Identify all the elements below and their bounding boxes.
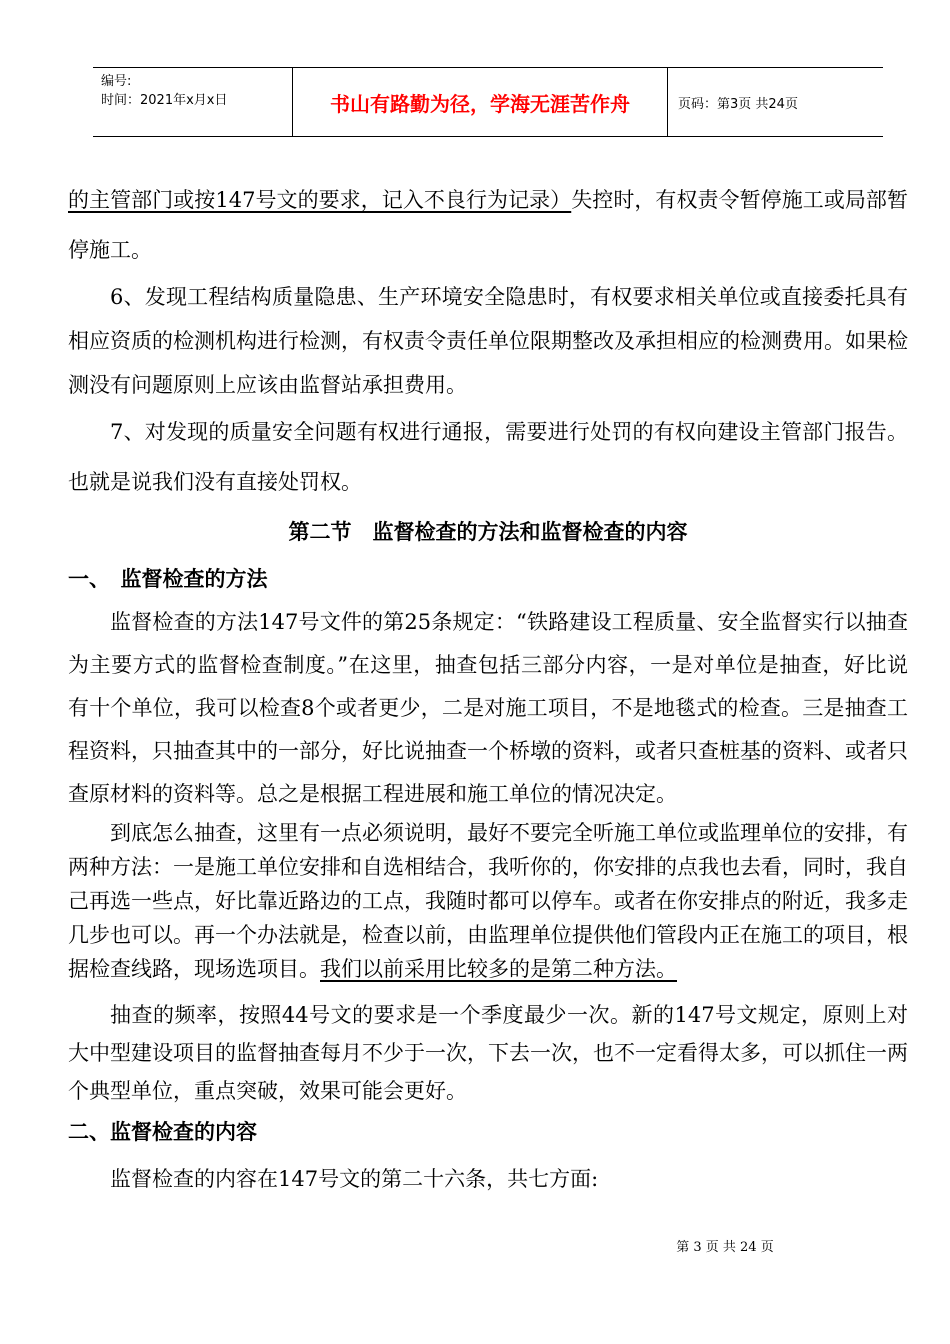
page-header xyxy=(93,67,883,137)
header-meta xyxy=(93,68,293,136)
paragraph-1-underlined: 的主管部门或按147号文的要求，记入不良行为记录） xyxy=(68,188,572,212)
paragraph-3: 7、对发现的质量安全问题有权进行通报，需要进行处罚的有权向建设主管部门报告。也就是说我们没有直接处罚权。 xyxy=(68,420,908,494)
code-label: 编号: xyxy=(101,74,132,89)
paragraph-4: 监督检查的方法147号文件的第25条规定：“铁路建设工程质量、安全监督实行以抽查为主要方式的监督检查制度。”在这里，抽查包括三部分内容，一是对单位是抽查，好比说有十个单位，我可以检查8个或者更少，二是对施工项目，不是地毯式的检查。三是抽查工程资料，只抽查其中的一部分，好比说抽查一个桥墩的资料，或者只查桩基的资料、或者只查原材料的资料等。总之是根据工程进展和施工单位的情况决定。 xyxy=(68,610,908,806)
header-page-info: 页码：第3页 共24页 xyxy=(678,96,798,112)
paragraph-1 xyxy=(68,175,908,275)
paragraph-6: 抽查的频率，按照44号文的要求是一个季度最少一次。新的147号文规定，原则上对大中型建设项目的监督抽查每月不少于一次，下去一次，也不一定看得太多，可以抓住一两个典型单位，重点突破，效果可能会更好。 xyxy=(68,1003,908,1103)
paragraph-1-rest: 失控时，有权责令暂停施工或局部暂停施工。 xyxy=(68,188,908,262)
section-title: 第二节 监督检查的方法和监督检查的内容 xyxy=(288,520,688,544)
heading-methods: 一、 监督检查的方法 xyxy=(68,567,268,591)
paragraph-5-underlined: 我们以前采用比较多的是第二种方法。 xyxy=(320,957,677,981)
paragraph-5-main: 到底怎么抽查，这里有一点必须说明，最好不要完全听施工单位或监理单位的安排，有两种方法：一是施工单位安排和自选相结合，我听你的，你安排的点我也去看，同时，我自己再选一些点，好比靠近路边的工点，我随时都可以停车。或者在你安排点的附近，我多走几步也可以。再一个办法就是，检查以前，由监理单位提供他们管段内正在施工的项目，根据检查线路，现场选项目。 xyxy=(68,821,908,981)
paragraph-2: 6、发现工程结构质量隐患、生产环境安全隐患时，有权要求相关单位或直接委托具有相应资质的检测机构进行检测，有权责令责任单位限期整改及承担相应的检测费用。如果检测没有问题原则上应该由监督站承担费用。 xyxy=(68,285,908,397)
paragraph-7: 监督检查的内容在147号文的第二十六条，共七方面: xyxy=(110,1167,599,1191)
document-body xyxy=(68,175,908,1204)
heading-content: 二、监督检查的内容 xyxy=(68,1120,257,1144)
page-footer: 第 3 页 共 24 页 xyxy=(676,1240,774,1255)
time-label: 时间：2021年x月x日 xyxy=(101,93,228,108)
paragraph-5 xyxy=(68,816,908,986)
header-motto: 书山有路勤为径，学海无涯苦作舟 xyxy=(293,68,668,136)
